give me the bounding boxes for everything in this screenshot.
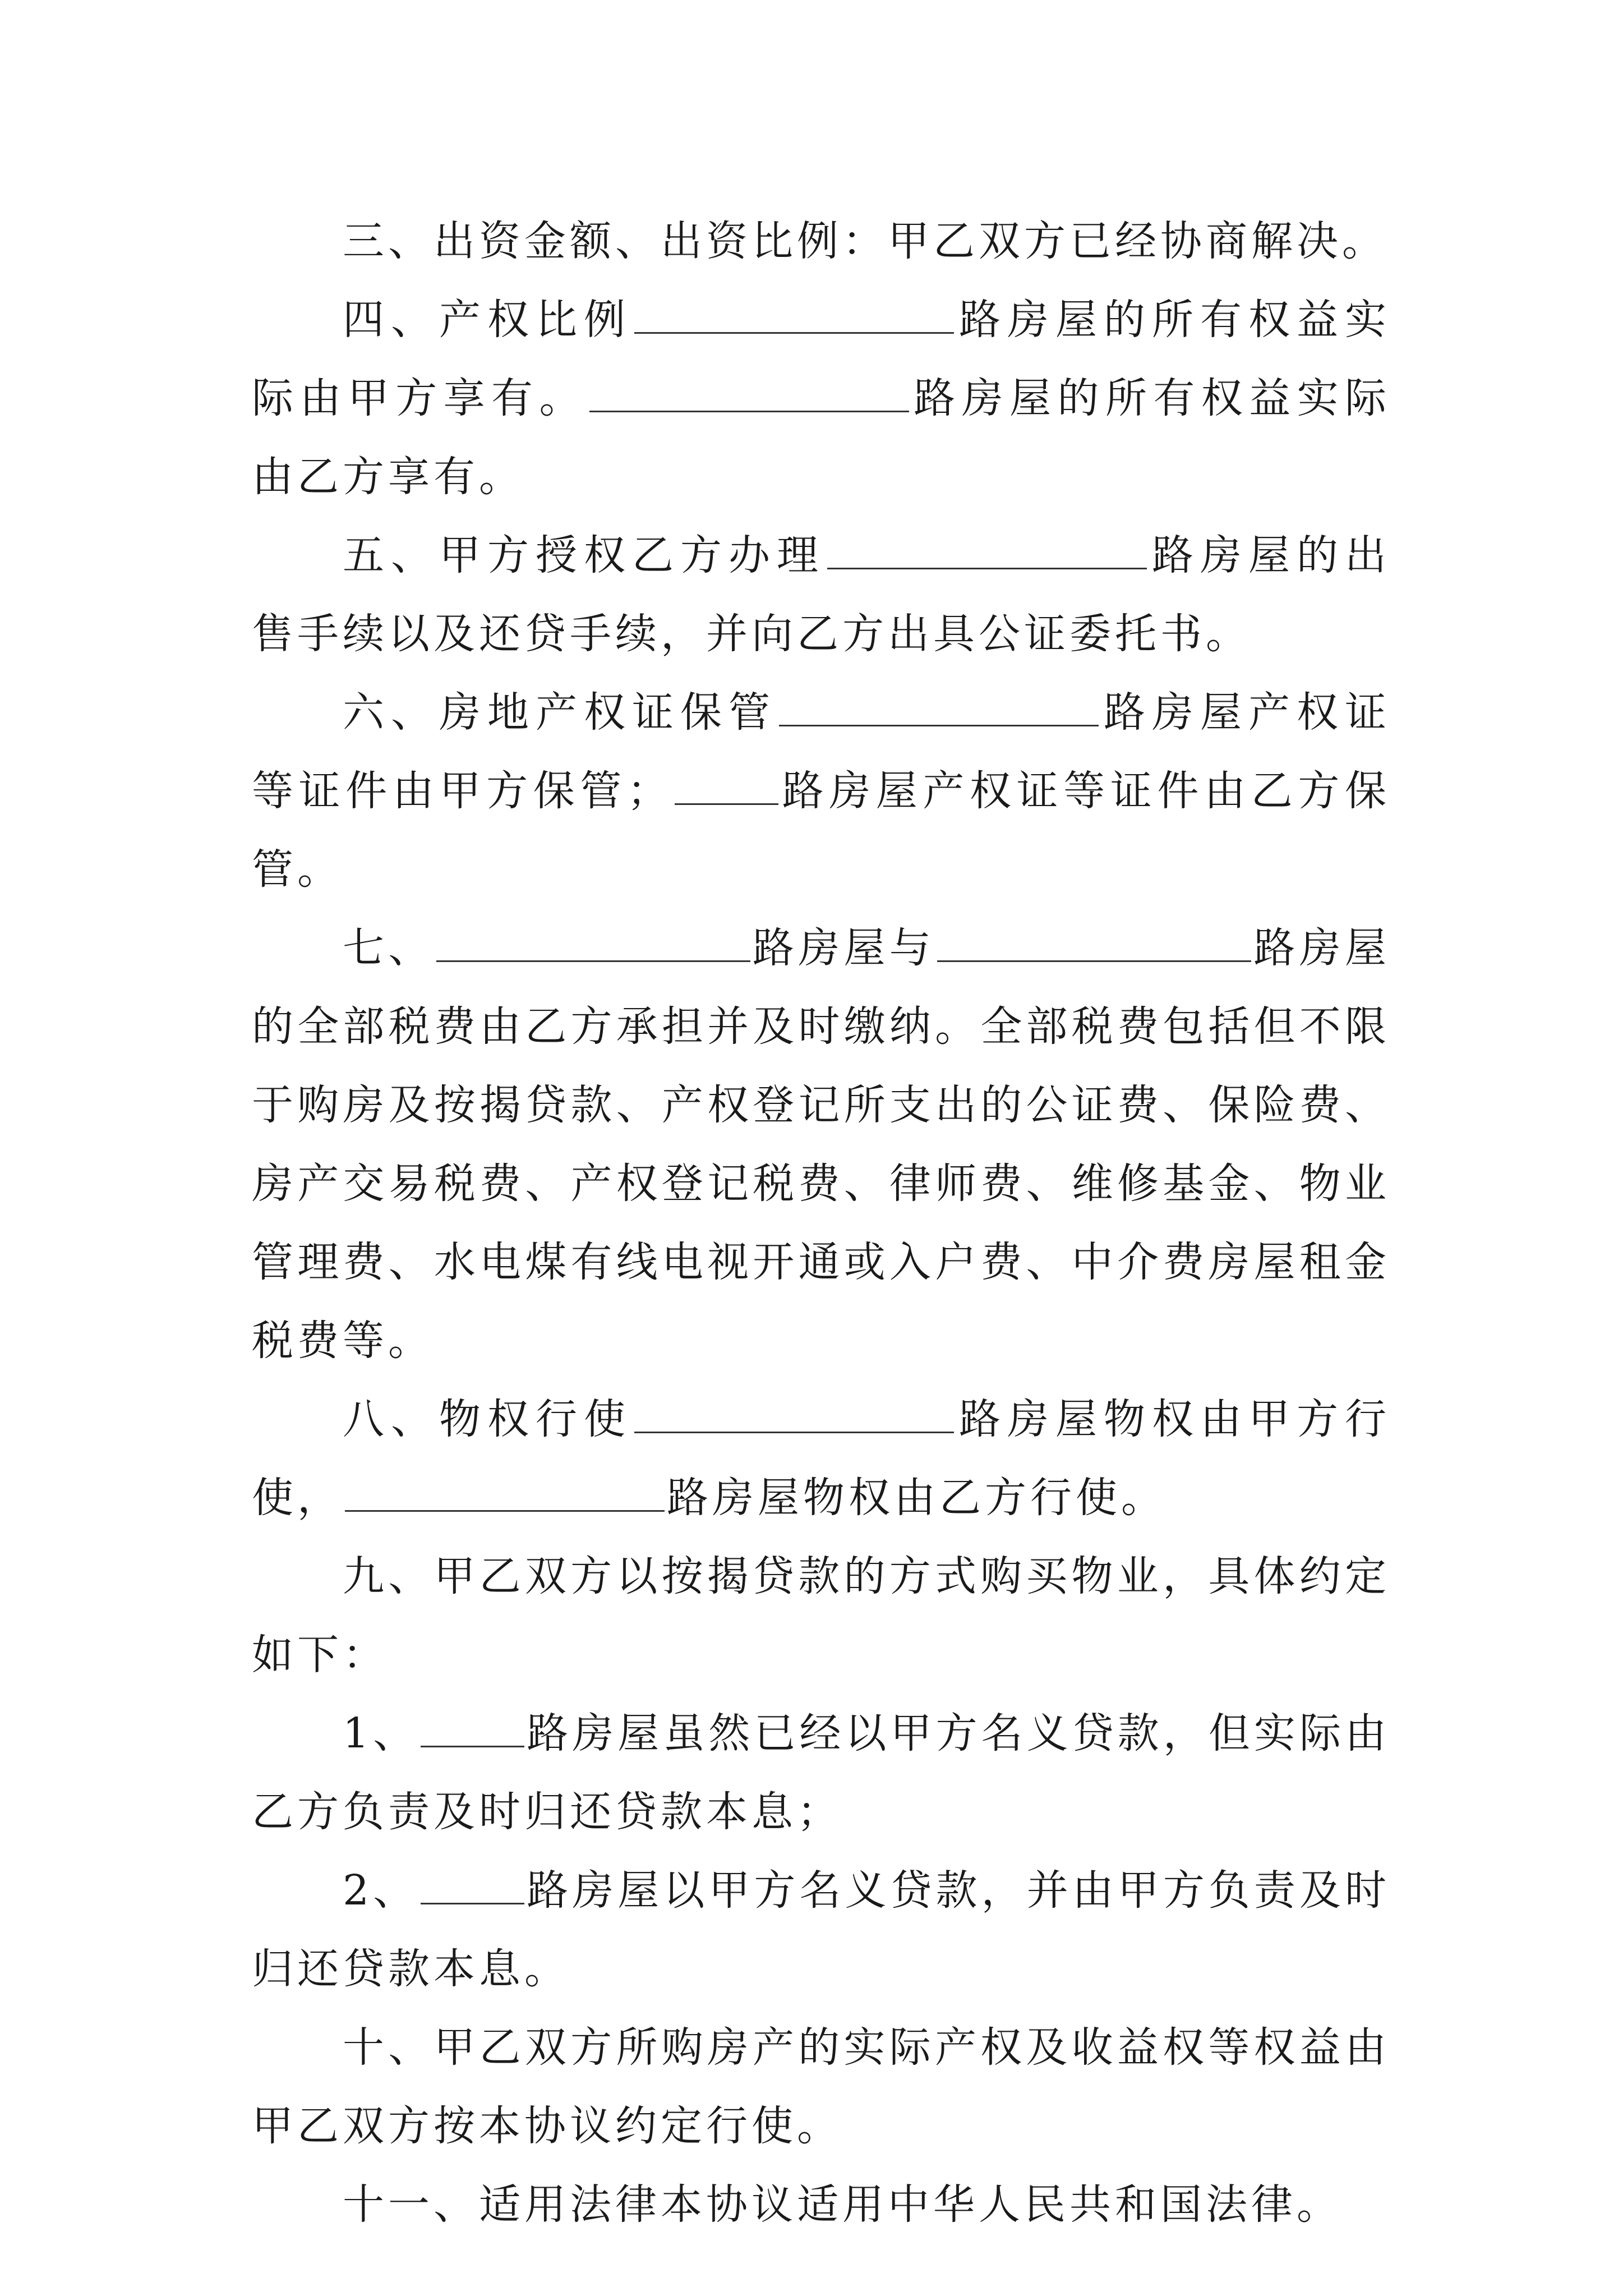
clause-6-lead: 六、房地产权证保管 (343, 688, 777, 737)
clause-9-text: 九、甲乙双方以按揭贷款的方式购买物业，具体约定如下： (252, 1552, 1390, 1679)
clause-7 (252, 909, 1390, 1380)
clause-7-part2: 路房屋的全部税费由乙方承担并及时缴纳。全部税费包括但不限于购房及按揭贷款、产权登记所支出的公证费、保险费、房产交易税费、产权登记税费、律师费、维修基金、物业管理费、水电煤有线电视开通或入户费、中介费房屋租金税费等。 (252, 924, 1391, 1365)
clause-6-part1: 路房屋产权证等证件由甲方保管； (252, 688, 1390, 815)
clause-8-part2: 路房屋物权由乙方行使。 (667, 1474, 1166, 1522)
clause-6 (252, 673, 1390, 909)
blank-line (634, 298, 954, 334)
blank-line (421, 1712, 524, 1747)
clause-7-lead: 七、 (343, 924, 434, 972)
blank-line (675, 770, 778, 805)
clause-9-1-part1: 路房屋虽然已经以甲方名义贷款，但实际由乙方负责及时归还贷款本息； (252, 1709, 1390, 1836)
blank-line (779, 691, 1099, 726)
blank-line (436, 927, 750, 962)
clause-10-text: 十、甲乙双方所购房产的实际产权及收益权等权益由甲乙双方按本协议约定行使。 (252, 2023, 1390, 2150)
clause-4-lead: 四、产权比例 (343, 296, 632, 344)
clause-10 (252, 2008, 1390, 2165)
clause-4 (252, 280, 1390, 516)
blank-line (345, 1476, 665, 1512)
clause-4-part2: 路房屋的所有权益实际由乙方享有。 (252, 374, 1391, 501)
clause-9-1 (252, 1694, 1390, 1851)
clause-5-part1: 路房屋的出售手续以及还贷手续，并向乙方出具公证委托书。 (252, 531, 1390, 658)
clause-5-lead: 五、甲方授权乙方办理 (343, 531, 825, 579)
clause-3-text: 三、出资金额、出资比例：甲乙双方已经协商解决。 (343, 217, 1387, 265)
clause-9-2 (252, 1851, 1390, 2008)
clause-9 (252, 1537, 1390, 1694)
blank-line (937, 927, 1251, 962)
clause-8-lead: 八、物权行使 (343, 1395, 632, 1443)
clause-6-part2: 路房屋产权证等证件由乙方保管。 (252, 767, 1390, 894)
clause-11-text: 十一、适用法律本协议适用中华人民共和国法律。 (343, 2180, 1342, 2229)
blank-line (634, 1398, 954, 1433)
clause-5 (252, 516, 1390, 673)
clause-9-1-lead: 1、 (343, 1709, 419, 1757)
clause-8 (252, 1380, 1390, 1537)
blank-line (589, 377, 909, 412)
agreement-body (252, 202, 1390, 2244)
blank-line (827, 534, 1147, 569)
clause-9-2-lead: 2、 (343, 1866, 419, 1915)
clause-7-part1: 路房屋与 (752, 924, 935, 972)
clause-4-part1: 路房屋的所有权益实际由甲方享有。 (252, 296, 1390, 422)
blank-line (421, 1869, 524, 1904)
clause-9-2-part1: 路房屋以甲方名义贷款，并由甲方负责及时归还贷款本息。 (252, 1866, 1390, 1993)
clause-8-part1: 路房屋物权由甲方行使， (252, 1395, 1390, 1522)
clause-3 (252, 202, 1390, 280)
clause-11 (252, 2165, 1390, 2244)
